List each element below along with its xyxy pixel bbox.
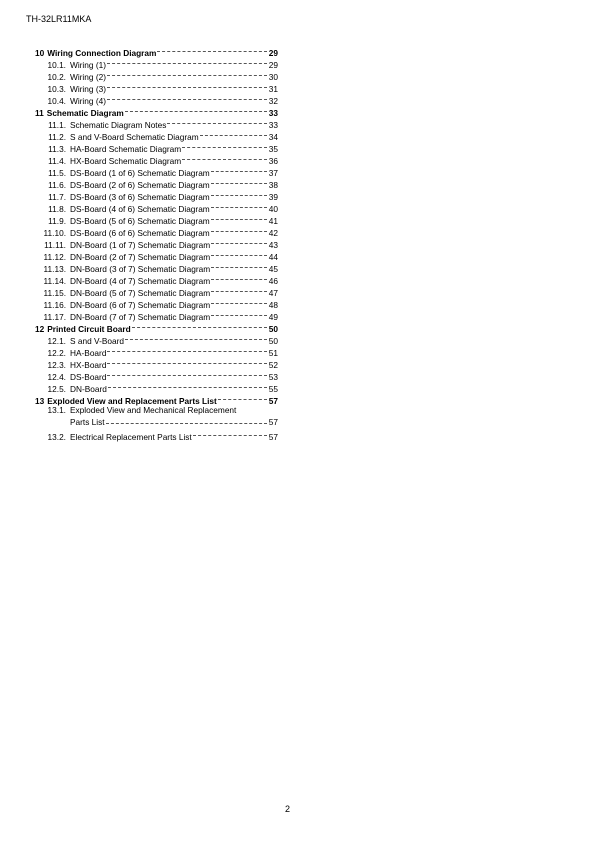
toc-entry-title: Wiring (4) — [70, 96, 106, 106]
toc-entry-number: 12.1. — [47, 336, 66, 346]
toc-entry-line-1 — [26, 404, 278, 416]
toc-entry-title: S and V-Board — [70, 336, 124, 346]
toc-entry-number: 11.3. — [48, 144, 66, 154]
toc-entry-title: Electrical Replacement Parts List — [70, 432, 192, 442]
toc-subsection-entry[interactable] — [26, 272, 278, 284]
toc-entry-page: 38 — [268, 180, 278, 190]
toc-dot-leader — [107, 92, 267, 104]
toc-entry-title: HA-Board — [70, 348, 107, 358]
toc-subsection-entry[interactable] — [26, 236, 278, 248]
toc-dot-leader — [125, 332, 267, 344]
toc-subsection-entry[interactable] — [26, 212, 278, 224]
toc-section-entry[interactable] — [26, 44, 278, 56]
toc-subsection-entry[interactable] — [26, 164, 278, 176]
toc-subsection-entry[interactable] — [26, 56, 278, 68]
toc-dot-leader — [182, 140, 267, 152]
toc-entry-title: HX-Board — [70, 360, 107, 370]
toc-entry-number: 12.4. — [47, 372, 66, 382]
toc-entry-line-2 — [26, 416, 278, 428]
toc-subsection-entry[interactable] — [26, 128, 278, 140]
toc-entry-title: Wiring (1) — [70, 60, 106, 70]
toc-dot-leader — [211, 308, 267, 320]
toc-entry-page: 53 — [268, 372, 278, 382]
toc-dot-leader — [157, 44, 267, 56]
toc-dot-leader — [108, 380, 267, 392]
toc-entry-page: 49 — [268, 312, 278, 322]
toc-section-entry[interactable] — [26, 104, 278, 116]
toc-entry-title: DS-Board (3 of 6) Schematic Diagram — [70, 192, 210, 202]
toc-dot-leader — [218, 392, 267, 404]
toc-dot-leader — [107, 368, 267, 380]
toc-entry-page: 57 — [268, 432, 278, 442]
toc-subsection-entry[interactable] — [26, 368, 278, 380]
toc-entry-page: 30 — [268, 72, 278, 82]
toc-entry-title: DS-Board (2 of 6) Schematic Diagram — [70, 180, 210, 190]
toc-entry-title: Exploded View and Replacement Parts List — [47, 396, 217, 406]
toc-dot-leader — [211, 236, 267, 248]
toc-entry-number: 13.1. — [47, 405, 66, 415]
toc-entry-page: 33 — [268, 108, 278, 118]
toc-entry-page: 55 — [268, 384, 278, 394]
toc-entry-number: 11.4. — [48, 156, 66, 166]
toc-entry-number: 11.15. — [43, 288, 66, 298]
toc-dot-leader — [107, 80, 267, 92]
toc-subsection-entry[interactable] — [26, 344, 278, 356]
toc-entry-number: 11.6. — [48, 180, 66, 190]
toc-entry-title: DS-Board — [70, 372, 107, 382]
toc-entry-title: Wiring (2) — [70, 72, 106, 82]
toc-entry-page: 57 — [268, 396, 278, 406]
toc-entry-page: 51 — [268, 348, 278, 358]
toc-entry-title: DS-Board (6 of 6) Schematic Diagram — [70, 228, 210, 238]
toc-entry-title: Exploded View and Mechanical Replacement — [70, 405, 237, 415]
toc-entry-title: DN-Board (3 of 7) Schematic Diagram — [70, 264, 211, 274]
toc-entry-number: 13 — [35, 396, 45, 406]
document-model-header: TH-32LR11MKA — [26, 14, 92, 24]
toc-entry-title: Wiring Connection Diagram — [47, 48, 157, 58]
toc-entry-number: 11.17. — [43, 312, 66, 322]
toc-subsection-entry[interactable] — [26, 308, 278, 320]
toc-dot-leader — [211, 212, 267, 224]
toc-entry-page: 44 — [268, 252, 278, 262]
toc-dot-leader — [211, 272, 267, 284]
toc-dot-leader — [106, 416, 267, 428]
toc-dot-leader — [211, 176, 267, 188]
toc-entry-title: DN-Board (7 of 7) Schematic Diagram — [70, 312, 211, 322]
page-number: 2 — [284, 804, 290, 814]
toc-entry-line — [26, 428, 278, 443]
toc-entry-title: Schematic Diagram Notes — [70, 120, 167, 130]
toc-entry-page: 34 — [268, 132, 278, 142]
toc-entry-number: 11.11. — [44, 240, 66, 250]
toc-entry-number: 11.10. — [43, 228, 66, 238]
toc-entry-title: DS-Board (5 of 6) Schematic Diagram — [70, 216, 210, 226]
toc-entry-title: DN-Board (4 of 7) Schematic Diagram — [70, 276, 211, 286]
toc-entry-title: DN-Board (6 of 7) Schematic Diagram — [70, 300, 211, 310]
toc-dot-leader — [211, 248, 267, 260]
toc-entry-number: 11.2. — [48, 132, 66, 142]
toc-entry-page: 42 — [268, 228, 278, 238]
toc-subsection-entry[interactable] — [26, 284, 278, 296]
toc-dot-leader — [211, 164, 267, 176]
toc-entry-number: 10.2. — [47, 72, 66, 82]
toc-entry-title: HA-Board Schematic Diagram — [70, 144, 182, 154]
toc-entry-number: 11.12. — [43, 252, 66, 262]
toc-entry-number: 11.9. — [48, 216, 66, 226]
toc-entry-page: 29 — [268, 60, 278, 70]
toc-entry-page: 57 — [268, 417, 278, 427]
toc-entry-number: 11.14. — [43, 276, 66, 286]
toc-entry-number: 12.2. — [47, 348, 66, 358]
toc-entry-number: 11.16. — [43, 300, 66, 310]
toc-entry-title: DS-Board (1 of 6) Schematic Diagram — [70, 168, 210, 178]
toc-entry-title: HX-Board Schematic Diagram — [70, 156, 182, 166]
toc-entry-title: Printed Circuit Board — [47, 324, 131, 334]
toc-dot-leader — [132, 320, 267, 332]
toc-entry-page: 43 — [268, 240, 278, 250]
toc-dot-leader — [211, 284, 267, 296]
toc-dot-leader — [167, 116, 267, 128]
toc-subsection-entry[interactable] — [26, 140, 278, 152]
toc-dot-leader — [211, 188, 267, 200]
toc-subsection-entry[interactable] — [26, 248, 278, 260]
toc-entry-number: 10.3. — [47, 84, 66, 94]
toc-subsection-entry[interactable] — [26, 92, 278, 104]
toc-entry-number: 10.1. — [47, 60, 66, 70]
toc-subsection-entry[interactable] — [26, 200, 278, 212]
toc-entry-page: 41 — [268, 216, 278, 226]
toc-dot-leader — [193, 428, 267, 440]
toc-subsection-entry[interactable] — [26, 152, 278, 164]
toc-entry-number: 11.5. — [48, 168, 66, 178]
toc-subsection-entry[interactable] — [26, 404, 278, 428]
toc-dot-leader — [200, 128, 267, 140]
toc-subsection-entry[interactable] — [26, 188, 278, 200]
toc-entry-page: 52 — [268, 360, 278, 370]
toc-dot-leader — [211, 296, 267, 308]
toc-subsection-entry[interactable] — [26, 296, 278, 308]
toc-dot-leader — [107, 356, 267, 368]
toc-entry-number: 13.2. — [47, 432, 66, 442]
toc-entry-page: 32 — [268, 96, 278, 106]
toc-dot-leader — [107, 344, 267, 356]
toc-entry-page: 37 — [268, 168, 278, 178]
toc-dot-leader — [107, 68, 267, 80]
toc-dot-leader — [211, 200, 267, 212]
toc-entry-title: DS-Board (4 of 6) Schematic Diagram — [70, 204, 210, 214]
toc-dot-leader — [211, 260, 267, 272]
toc-entry-number: 10.4. — [47, 96, 66, 106]
toc-subsection-entry[interactable] — [26, 356, 278, 368]
toc-subsection-entry[interactable] — [26, 380, 278, 392]
toc-entry-number: 11 — [35, 108, 44, 118]
toc-entry-title: DN-Board (2 of 7) Schematic Diagram — [70, 252, 211, 262]
toc-entry-number: 11.1. — [48, 120, 66, 130]
toc-entry-page: 46 — [268, 276, 278, 286]
toc-entry-number: 12.3. — [47, 360, 66, 370]
toc-entry-page: 31 — [268, 84, 278, 94]
toc-entry-title: Wiring (3) — [70, 84, 106, 94]
toc-dot-leader — [211, 224, 267, 236]
toc-entry-title-continued: Parts List — [70, 417, 105, 427]
toc-section-entry[interactable] — [26, 320, 278, 332]
toc-entry-number: 11.8. — [48, 204, 66, 214]
toc-entry-title: DN-Board (1 of 7) Schematic Diagram — [70, 240, 211, 250]
toc-entry-page: 47 — [268, 288, 278, 298]
toc-entry-title: Schematic Diagram — [46, 108, 124, 118]
toc-entry-page: 33 — [268, 120, 278, 130]
toc-entry-page: 29 — [268, 48, 278, 58]
toc-entry-title: DN-Board — [70, 384, 107, 394]
toc-entry-number: 11.7. — [48, 192, 66, 202]
toc-dot-leader — [125, 104, 267, 116]
toc-subsection-entry[interactable] — [26, 428, 278, 440]
table-of-contents — [26, 44, 278, 440]
toc-entry-page: 35 — [268, 144, 278, 154]
toc-entry-title: DN-Board (5 of 7) Schematic Diagram — [70, 288, 211, 298]
toc-subsection-entry[interactable] — [26, 224, 278, 236]
toc-dot-leader — [107, 56, 267, 68]
toc-subsection-entry[interactable] — [26, 176, 278, 188]
toc-entry-page: 36 — [268, 156, 278, 166]
toc-entry-number: 12 — [35, 324, 45, 334]
toc-subsection-entry[interactable] — [26, 116, 278, 128]
toc-subsection-entry[interactable] — [26, 80, 278, 92]
toc-entry-page: 50 — [268, 324, 278, 334]
toc-entry-page: 50 — [268, 336, 278, 346]
toc-subsection-entry[interactable] — [26, 332, 278, 344]
toc-subsection-entry[interactable] — [26, 260, 278, 272]
toc-section-entry[interactable] — [26, 392, 278, 404]
toc-entry-number: 11.13. — [43, 264, 66, 274]
toc-dot-leader — [182, 152, 267, 164]
toc-subsection-entry[interactable] — [26, 68, 278, 80]
toc-entry-number: 12.5. — [47, 384, 66, 394]
toc-entry-page: 48 — [268, 300, 278, 310]
toc-entry-number: 10 — [35, 48, 45, 58]
toc-entry-title: S and V-Board Schematic Diagram — [70, 132, 199, 142]
toc-entry-page: 40 — [268, 204, 278, 214]
toc-entry-page: 45 — [268, 264, 278, 274]
toc-entry-page: 39 — [268, 192, 278, 202]
